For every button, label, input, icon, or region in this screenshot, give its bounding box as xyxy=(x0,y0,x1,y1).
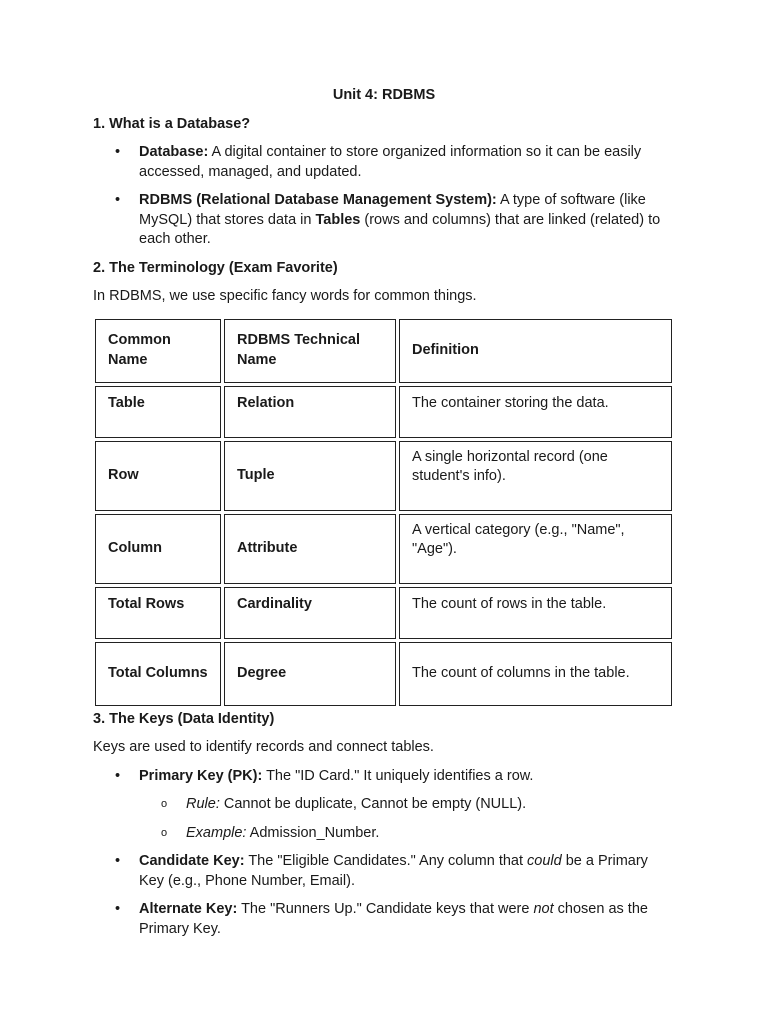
table-cell: Relation xyxy=(224,386,396,438)
example-text: Admission_Number. xyxy=(246,824,380,841)
keys-list xyxy=(93,767,675,940)
table-row xyxy=(95,386,672,438)
table-cell: The container storing the data. xyxy=(399,386,672,438)
bullet-icon: • xyxy=(115,853,121,869)
definition-database: A digital container to store organized information so it can be easily accessed, managed, and updated. xyxy=(139,144,642,180)
table-row xyxy=(95,514,672,584)
table-cell: A vertical category (e.g., "Name", "Age"). xyxy=(399,514,672,584)
table-cell: Cardinality xyxy=(224,587,396,639)
rule-label: Rule: xyxy=(186,796,220,812)
list-item xyxy=(93,191,675,250)
term-alternate-key: Alternate Key: xyxy=(139,901,238,917)
bullet-icon: • xyxy=(115,767,121,784)
term-candidate-key: Candidate Key: xyxy=(139,853,245,869)
example-label: Example: xyxy=(186,824,247,841)
definition-candidate-key-b: be a Primary Key (e.g., Phone Number, Email). xyxy=(139,853,648,889)
definition-alternate-key-b: chosen as the Primary Key. xyxy=(139,901,648,937)
section2-heading: 2. The Terminology (Exam Favorite) xyxy=(93,259,338,276)
table-cell: Column xyxy=(95,514,221,584)
table-cell: A single horizontal record (one student's info). xyxy=(399,441,672,511)
definition-candidate-key-ital: could xyxy=(527,853,562,869)
section1-heading: 1. What is a Database? xyxy=(93,115,251,132)
section3-heading: 3. The Keys (Data Identity) xyxy=(93,710,275,727)
section2-intro: In RDBMS, we use specific fancy words for common things. xyxy=(93,288,477,304)
table-cell: Row xyxy=(95,441,221,511)
table-cell: The count of columns in the table. xyxy=(399,642,672,706)
list-item xyxy=(93,143,675,182)
section3-intro: Keys are used to identify records and connect tables. xyxy=(93,739,434,755)
list-item xyxy=(93,767,675,844)
definition-candidate-key-a: The "Eligible Candidates." Any column that xyxy=(244,853,528,869)
definition-alternate-key-a: The "Runners Up." Candidate keys that were xyxy=(237,901,534,917)
bullet-icon: • xyxy=(115,901,121,917)
sub-bullet-icon: o xyxy=(161,798,168,810)
table-cell: Attribute xyxy=(224,514,396,584)
table-header-cell: Definition xyxy=(399,319,672,383)
terminology-table xyxy=(92,316,675,709)
bullet-icon: • xyxy=(115,192,121,208)
table-row xyxy=(95,642,672,706)
list-item xyxy=(139,824,675,844)
bullet-icon: • xyxy=(115,144,121,160)
table-cell: Table xyxy=(95,386,221,438)
term-primary-key: Primary Key (PK): xyxy=(139,767,263,784)
document-page xyxy=(93,86,675,948)
table-cell: Total Rows xyxy=(95,587,221,639)
sub-bullet-icon: o xyxy=(161,826,168,839)
section1-list xyxy=(93,143,675,250)
definition-rdbms-a: A type of software (like MySQL) that stores data in xyxy=(139,192,646,228)
rule-text: Cannot be duplicate, Cannot be empty (NULL). xyxy=(219,796,527,812)
term-database: Database: xyxy=(139,144,209,160)
list-item xyxy=(93,852,675,891)
table-row xyxy=(95,441,672,511)
table-cell: Degree xyxy=(224,642,396,706)
page-title: Unit 4: RDBMS xyxy=(332,87,436,103)
primary-key-sublist xyxy=(139,795,675,843)
table-header-cell: RDBMS Technical Name xyxy=(224,319,396,383)
definition-primary-key: The "ID Card." It uniquely identifies a row. xyxy=(262,767,534,784)
table-cell: The count of rows in the table. xyxy=(399,587,672,639)
definition-rdbms-b: (rows and columns) that are linked (related) to each other. xyxy=(139,211,661,247)
list-item xyxy=(139,795,675,815)
table-header-row xyxy=(95,319,672,383)
table-row xyxy=(95,587,672,639)
list-item xyxy=(93,900,675,939)
table-header-cell: Common Name xyxy=(95,319,221,383)
table-cell: Tuple xyxy=(224,441,396,511)
definition-alternate-key-ital: not xyxy=(533,901,554,917)
definition-rdbms-bold: Tables xyxy=(315,211,361,228)
table-cell: Total Columns xyxy=(95,642,221,706)
term-rdbms: RDBMS (Relational Database Management System): xyxy=(139,192,497,208)
